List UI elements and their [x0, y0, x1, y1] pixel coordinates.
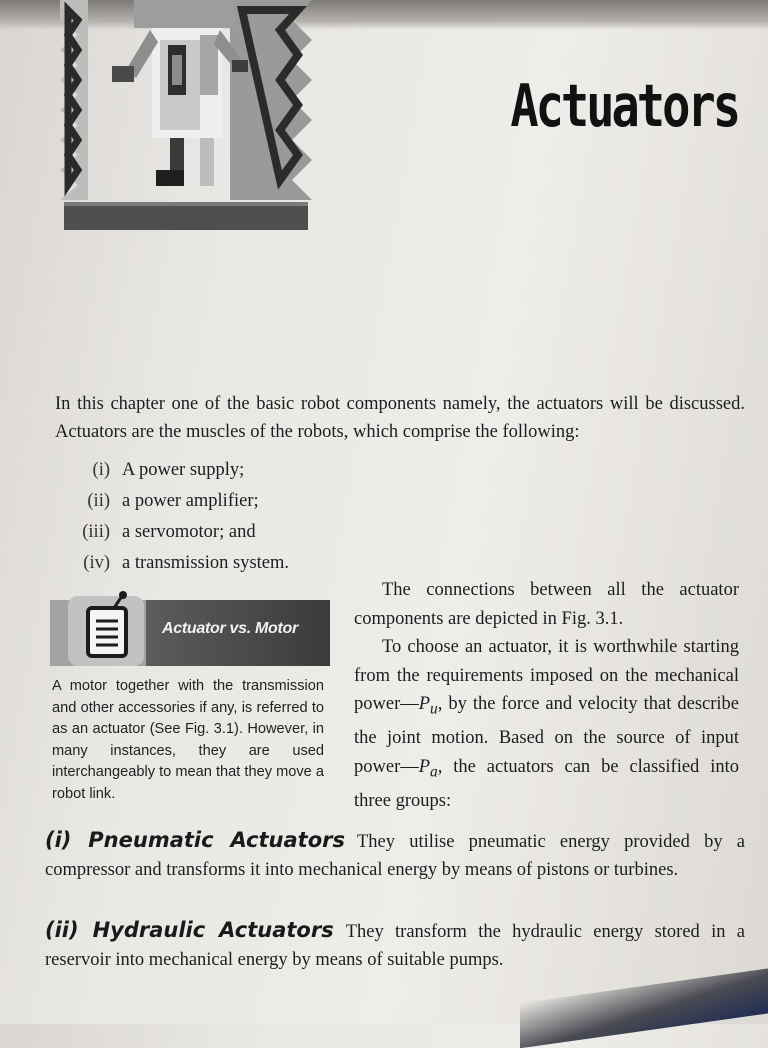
- list-item: [60, 548, 289, 579]
- list-item: [60, 517, 289, 548]
- symbol-pu: [418, 694, 438, 718]
- section-hydraulic: [45, 916, 745, 974]
- sidebar-title: Actuator vs. Motor: [162, 620, 298, 637]
- list-item-text: a power amplifier;: [122, 491, 259, 511]
- section-text: They utilise pneumatic energy provided by a compressor and transforms it into mechanical energy by means of pistons or turbines.: [45, 832, 745, 880]
- right-column: [354, 576, 739, 815]
- section-heading: (ii) Hydraulic Actuators: [45, 918, 334, 942]
- list-item-number: (ii): [87, 491, 110, 511]
- symbol-pa: [418, 756, 438, 781]
- component-list: [60, 455, 289, 579]
- section-text: They transform the hydraulic energy stored in a reservoir into mechanical energy by means of suitable pumps.: [45, 922, 745, 970]
- symbol-pu-sub: u: [430, 700, 438, 718]
- notepad-icon: [66, 588, 146, 668]
- paragraph-text-part: , the actuators can be classified into three groups:: [354, 756, 739, 811]
- paragraph-text-part: , by the force and velocity that describe the joint motion. Based on the source of input power—: [354, 694, 739, 777]
- chapter-title: Actuators: [510, 72, 738, 141]
- list-item-text: a transmission system.: [122, 553, 290, 573]
- list-item-number: (iv): [83, 553, 110, 573]
- list-item: [60, 455, 289, 486]
- page-corner-shadow: [520, 967, 768, 1048]
- list-item: [60, 486, 289, 517]
- paragraph-choose-actuator: [354, 633, 739, 815]
- list-item-text: A power supply;: [122, 460, 245, 480]
- robot-illustration: [60, 0, 312, 236]
- list-item-text: a servomotor; and: [122, 522, 256, 542]
- sidebar-text: A motor together with the transmission and other accessories if any, is referred to as an actuator (See Fig. 3.1). However, in many instances, they are used interchangeably to mean that they move a robot link.: [52, 678, 324, 802]
- list-item-number: (i): [92, 460, 110, 480]
- symbol-pu-base: P: [418, 694, 431, 714]
- symbol-pa-sub: a: [430, 763, 438, 781]
- paragraph-text-part: To choose an actuator, it is worthwhile starting from the requirements imposed on the mechanical power—: [354, 637, 739, 714]
- paragraph-connections: The connections between all the actuator components are depicted in Fig. 3.1.: [354, 580, 739, 629]
- intro-paragraph: [55, 390, 745, 446]
- list-item-number: (iii): [82, 522, 110, 542]
- intro-text: In this chapter one of the basic robot components namely, the actuators will be discussed. Actuators are the muscles of the robots, which comprise the following:: [55, 394, 745, 442]
- symbol-pa-base: P: [418, 756, 431, 777]
- section-heading: (i) Pneumatic Actuators: [45, 828, 345, 852]
- section-pneumatic: [45, 826, 745, 884]
